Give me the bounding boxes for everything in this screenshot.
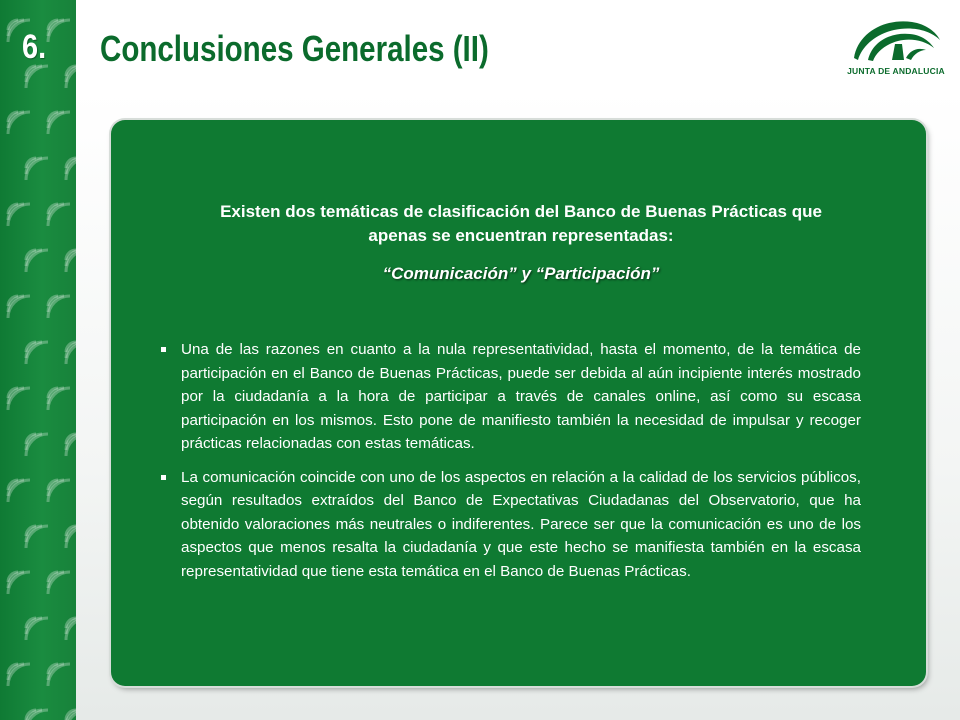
bullet-text: La comunicación coincide con uno de los aspectos en relación a la calidad de los servicios públicos, según resultados extraídos del Banco de Expectativas Ciudadanas del Observatorio, que ha obtenido valoraciones más neutrales o indiferentes. Parece ser que la comunicación es uno de los aspectos que menos resalta la ciudadanía y que este hecho se manifiesta también en la escasa representatividad que tiene esta temática en el Banco de Buenas Prácticas.	[181, 468, 861, 580]
logo-text: JUNTA DE ANDALUCIA	[847, 66, 945, 76]
content-panel	[111, 120, 926, 686]
junta-logo-icon	[846, 14, 946, 66]
junta-de-andalucia-logo	[846, 14, 946, 80]
list-item	[161, 338, 861, 456]
bullet-list	[161, 338, 861, 593]
bullet-square-icon	[161, 475, 166, 480]
decorative-arc-pattern-icon	[0, 0, 76, 720]
decorative-side-band	[0, 0, 76, 720]
page-title: Conclusiones Generales (II)	[100, 28, 489, 69]
list-item	[161, 466, 861, 584]
bullet-square-icon	[161, 347, 166, 352]
section-number: 6.	[22, 28, 47, 66]
highlight-text: “Comunicación” y “Participación”	[382, 264, 660, 283]
bullet-text: Una de las razones en cuanto a la nula representatividad, hasta el momento, de la temática de participación en el Banco de Buenas Prácticas, puede ser debida al aún incipiente interés mostrado por la ciudadanía a la hora de participar a través de canales online, así como su escasa participación en los mismos. Esto pone de manifiesto también la necesidad de impulsar y recoger prácticas relacionadas con estas temáticas.	[181, 341, 861, 452]
intro-text: Existen dos temáticas de clasificación del Banco de Buenas Prácticas que apenas se encuentran representadas:	[220, 202, 822, 245]
